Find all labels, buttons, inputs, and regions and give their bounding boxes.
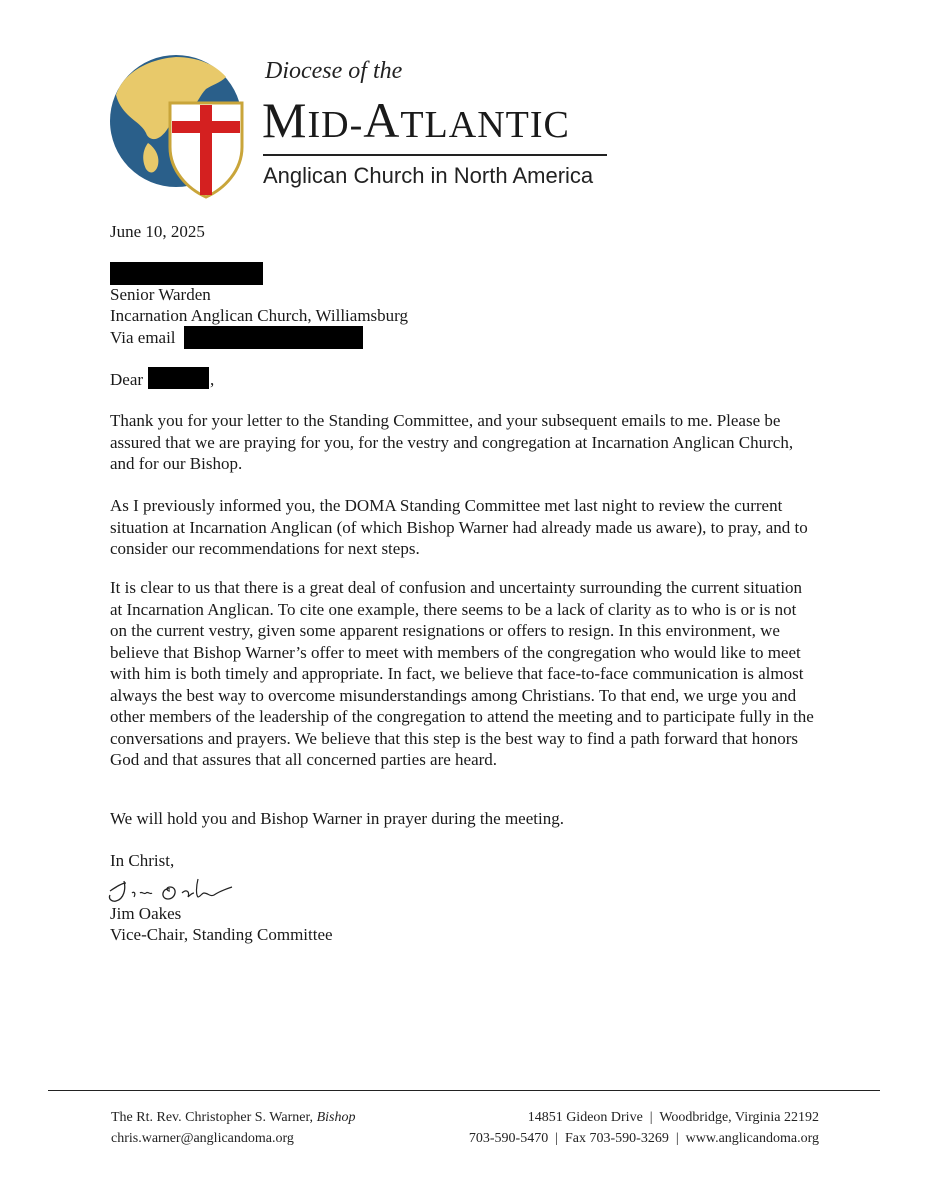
valediction: In Christ, [110, 851, 175, 870]
footer-phones: 703-590-5470 | Fax 703-590-3269 | www.anglicandoma.org [468, 1131, 819, 1146]
signer-name: Jim Oakes [110, 904, 182, 923]
diocese-title: MID-ATLANTIC [262, 92, 570, 148]
footer-address: 14851 Gideon Drive | Woodbridge, Virginia 22192 [527, 1110, 819, 1125]
redacted-email [184, 326, 363, 349]
salutation-dear: Dear [110, 370, 144, 389]
paragraph-3: It is clear to us that there is a great deal of confusion and uncertainty surrounding the current situation at Incarnation Anglican. To cite one example, there seems to be a lack of clarity as to who is or is not on the current vestry, given some apparent resignations or offers to resign. In this environment, we believe that Bishop Warner’s offer to meet with members of the congregation who would like to meet with him is both timely and appropriate. In fact, we believe that face-to-face communication is almost always the best way to overcome misunderstandings among Christians. To that end, we urge you and other members of the leadership of the congregation to attend the meeting and to participate fully in the conversations and prayers. We believe that this step is the best way to find a path forward that honors God and that assures that all concerned parties are heard. [110, 578, 814, 769]
handwritten-signature [104, 869, 244, 905]
paragraph-4: We will hold you and Bishop Warner in prayer during the meeting. [110, 809, 564, 828]
footer-bishop-line: The Rt. Rev. Christopher S. Warner, Bishop [111, 1110, 356, 1125]
footer-email: chris.warner@anglicandoma.org [111, 1131, 294, 1146]
footer-divider [48, 1090, 880, 1091]
paragraph-2: As I previously informed you, the DOMA Standing Committee met last night to review the current situation at Incarnation Anglican (of which Bishop Warner had already made us aware), to pray, and to consider our recommendations for next steps. [110, 496, 808, 558]
letter-date: June 10, 2025 [110, 222, 205, 241]
diocese-logo [108, 55, 248, 200]
recipient-via: Via email [110, 328, 176, 347]
redacted-salutation-name [148, 367, 209, 389]
signer-title: Vice-Chair, Standing Committee [110, 925, 333, 944]
letterhead-divider [263, 154, 607, 156]
diocese-affiliation: Anglican Church in North America [263, 163, 594, 188]
paragraph-1: Thank you for your letter to the Standing Committee, and your subsequent emails to me. Please be assured that we are praying for you, for the vestry and congregation at Incarnation Anglican Church, and for our Bishop. [110, 411, 794, 473]
footer-contact-block [469, 1107, 819, 1149]
redacted-recipient-name [110, 262, 263, 285]
recipient-title: Senior Warden [110, 285, 211, 304]
salutation-comma: , [210, 370, 215, 389]
recipient-church: Incarnation Anglican Church, Williamsburg [110, 306, 409, 325]
footer-bishop-block [111, 1107, 355, 1149]
diocese-subtitle: Diocese of the [265, 58, 403, 84]
